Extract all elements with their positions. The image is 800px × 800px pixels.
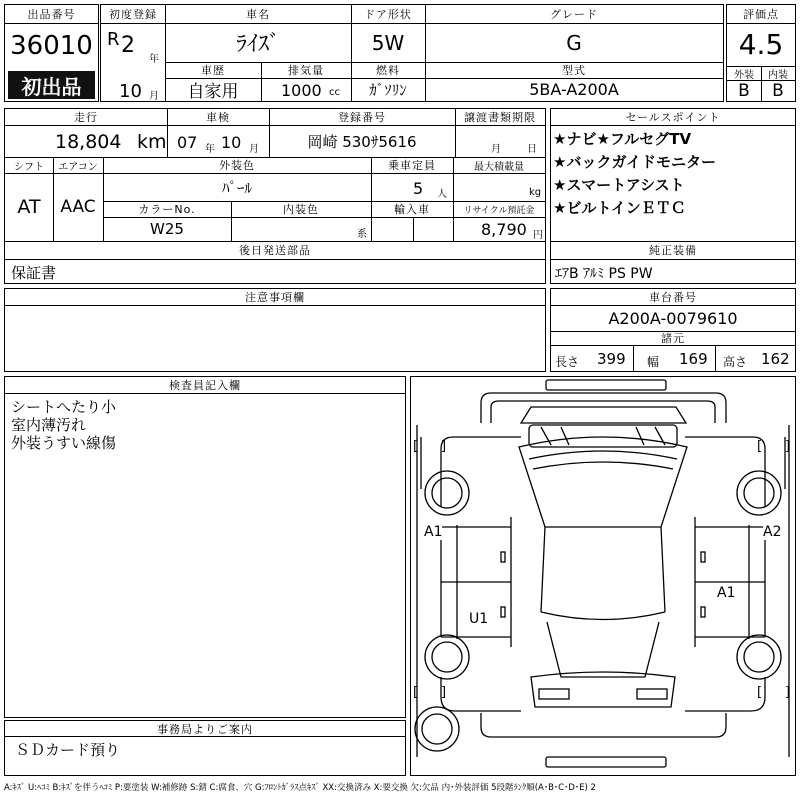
displacement-unit: cc xyxy=(329,87,340,98)
score-label: 評価点 xyxy=(743,8,779,21)
reg-year: 2 xyxy=(121,33,135,58)
transfer-month-unit: 月 xyxy=(491,144,501,155)
specs-label: 諸元 xyxy=(661,332,685,345)
exterior-label: 外装 xyxy=(734,69,754,81)
ac-label: エアコン xyxy=(58,161,98,173)
history: 自家用 xyxy=(187,82,239,102)
car-name: ﾗｲｽﾞ xyxy=(235,32,280,57)
equipment-label: 純正装備 xyxy=(649,244,697,257)
selling-label: セールスポイント xyxy=(625,111,721,124)
damage-mark-left-door: U1 xyxy=(469,611,489,627)
capacity-label: 乗車定員 xyxy=(388,159,436,172)
header-grid xyxy=(100,4,724,102)
notes-box xyxy=(4,288,546,372)
inspection-month-unit: 月 xyxy=(249,144,259,155)
transfer-day-unit: 日 xyxy=(527,144,537,155)
inspector-title: 検査員記入欄 xyxy=(169,379,241,392)
chassis-box xyxy=(550,288,796,372)
car-name-label: 車名 xyxy=(246,8,270,21)
door-type: 5W xyxy=(371,30,405,55)
reg-month-unit: 月 xyxy=(149,91,159,102)
interior-score: B xyxy=(772,80,784,101)
reg-month: 10 xyxy=(119,81,142,102)
vehicle-detail-grid xyxy=(4,108,546,284)
inspection-year-unit: 年 xyxy=(205,144,215,155)
width-label: 幅 xyxy=(647,355,660,369)
mileage: 18,804 xyxy=(55,131,122,153)
lot-number-block xyxy=(4,4,99,102)
height: 162 xyxy=(761,350,790,368)
capacity-unit: 人 xyxy=(437,189,447,200)
first-reg-label: 初度登録 xyxy=(109,8,157,21)
selling-points-box xyxy=(550,108,796,284)
import-label: 輸入車 xyxy=(394,203,430,216)
inspector-note: シートへたり小 xyxy=(11,398,117,416)
inspector-note: 室内薄汚れ xyxy=(11,416,87,434)
grade-label: グレード xyxy=(550,8,598,21)
damage-mark-front-right: A2 xyxy=(763,524,782,540)
bracket: [ xyxy=(413,685,419,700)
fuel-label: 燃料 xyxy=(376,64,400,77)
era: R xyxy=(107,29,120,50)
max-load-unit: kg xyxy=(529,187,542,198)
selling-point: ★ナビ★フルセグTV xyxy=(553,130,692,148)
displacement-label: 排気量 xyxy=(288,64,324,77)
reg-no: 岡崎 530ｻ5616 xyxy=(307,132,417,151)
shift-label: シフト xyxy=(14,161,44,173)
interior-label: 内装 xyxy=(768,69,788,81)
bracket: ] xyxy=(785,439,791,454)
office-title: 事務局よりご案内 xyxy=(157,722,253,736)
inspection-month: 10 xyxy=(221,133,242,152)
lot-number: 36010 xyxy=(10,31,93,61)
bracket: ] xyxy=(441,685,447,700)
lot-no-label: 出品番号 xyxy=(27,8,76,21)
model-label: 型式 xyxy=(562,64,586,77)
bracket: ] xyxy=(785,685,791,700)
bracket: [ xyxy=(757,439,763,454)
inspector-box xyxy=(4,376,406,718)
inspector-note: 外装うすい線傷 xyxy=(11,434,117,452)
door-label: ドア形状 xyxy=(364,8,412,21)
parts-label: 後日発送部品 xyxy=(239,244,311,257)
inspection-year: 07 xyxy=(177,133,198,152)
equipment: ｴｱB ｱﾙﾐ PS PW xyxy=(555,266,653,282)
score: 4.5 xyxy=(738,28,784,61)
car-diagram-box xyxy=(410,376,796,776)
length-label: 長さ xyxy=(555,355,580,369)
shift: AT xyxy=(17,196,41,218)
damage-mark-right-door: A1 xyxy=(717,585,736,601)
recycle-label: リサイクル預託金 xyxy=(463,205,535,216)
car-diagram xyxy=(411,377,795,775)
model: 5BA-A200A xyxy=(529,80,619,99)
color-no: W25 xyxy=(150,220,184,238)
length: 399 xyxy=(597,350,626,368)
fuel: ｶﾞｿﾘﾝ xyxy=(369,81,407,99)
mileage-label: 走行 xyxy=(74,111,98,124)
color-no-label: カラーNo. xyxy=(138,203,196,216)
color-label: 外装色 xyxy=(219,159,255,172)
capacity: 5 xyxy=(413,179,424,198)
damage-mark-front-left: A1 xyxy=(424,524,443,540)
parts: 保証書 xyxy=(11,264,57,282)
reg-year-unit: 年 xyxy=(149,54,159,65)
exterior-color: ﾊﾟｰﾙ xyxy=(221,178,252,197)
chassis-number: A200A-0079610 xyxy=(608,308,738,328)
ac: AAC xyxy=(60,197,96,217)
bracket: ] xyxy=(441,439,447,454)
interior-color-label: 内装色 xyxy=(283,203,319,216)
office-text: ＳＤカード預り xyxy=(15,741,121,759)
height-label: 高さ xyxy=(723,355,748,369)
office-box xyxy=(4,720,406,776)
bracket: [ xyxy=(757,685,763,700)
interior-color-unit: 系 xyxy=(357,229,367,240)
recycle-fee: 8,790 xyxy=(481,220,527,239)
history-label: 車歴 xyxy=(201,64,225,77)
bracket: [ xyxy=(413,439,419,454)
selling-point: ★バックガイドモニター xyxy=(553,153,716,171)
chassis-label: 車台番号 xyxy=(649,291,697,304)
legend: A:ｷｽﾞ U:ﾍｺﾐ B:ｷｽﾞを伴うﾍｺﾐ P:要塗装 W:補修跡 S:錆 C:腐食、穴 G:ﾌﾛﾝﾄｶﾞﾗｽ点ｷｽﾞ XX:交換済み X:要交換 欠:欠品 内･外装評価 5段階ﾗﾝｸ順(A･B･C･D･E) 2 xyxy=(4,783,596,793)
selling-point: ★スマートアシスト xyxy=(553,176,685,194)
transfer-label: 譲渡書類期限 xyxy=(464,111,536,124)
reg-no-label: 登録番号 xyxy=(338,111,386,124)
recycle-unit: 円 xyxy=(533,230,543,241)
notes-label: 注意事項欄 xyxy=(245,291,305,304)
mileage-unit: km xyxy=(137,131,167,153)
displacement: 1000 xyxy=(281,81,322,100)
inspection-label: 車検 xyxy=(206,111,230,124)
exterior-score: B xyxy=(738,80,750,101)
score-block xyxy=(726,4,796,102)
first-listing-badge: 初出品 xyxy=(8,71,95,99)
width: 169 xyxy=(679,350,708,368)
selling-point: ★ビルトインＥＴＣ xyxy=(553,199,686,217)
max-load-label: 最大積載量 xyxy=(474,161,524,173)
grade: G xyxy=(566,30,582,55)
